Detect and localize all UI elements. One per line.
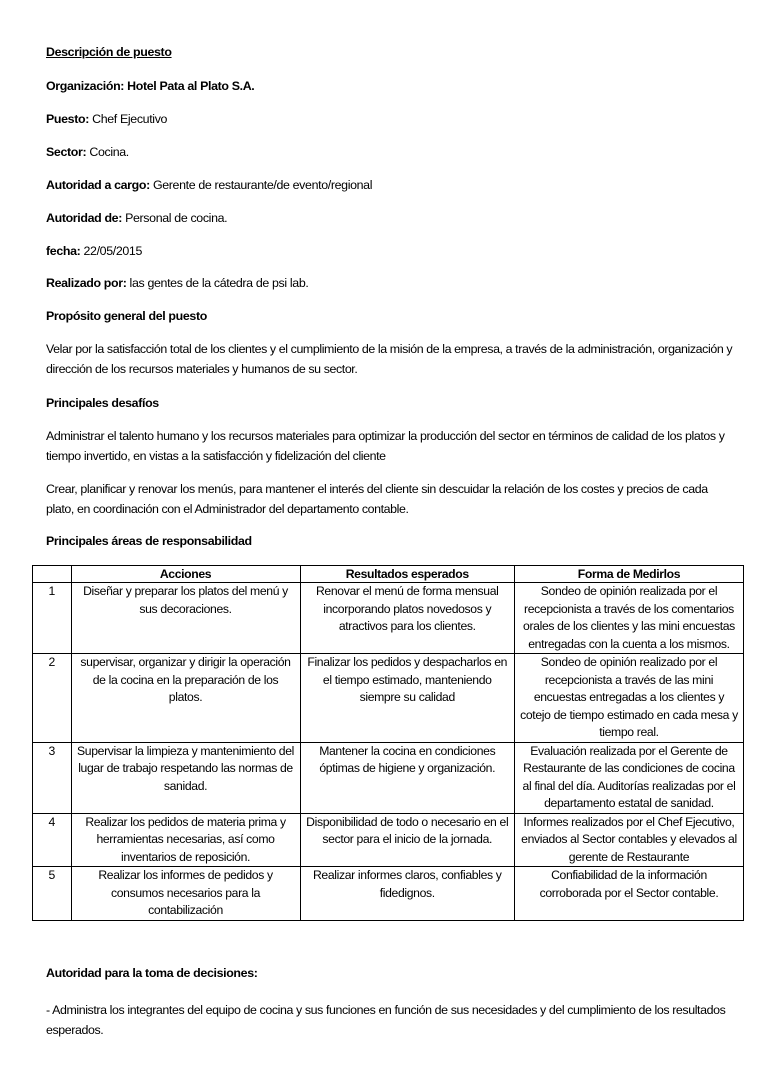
decisions-title: Autoridad para la toma de decisiones: (46, 966, 258, 980)
table-cell-accion: Realizar los pedidos de materia prima y herramientas necesarias, así como inventarios de reposición. (71, 813, 300, 867)
field-value: Gerente de restaurante/de evento/regional (149, 178, 373, 192)
table-header-acciones: Acciones (71, 566, 300, 583)
field-label: Puesto: (46, 112, 89, 126)
field-sector (46, 145, 129, 159)
table-cell-number: 5 (33, 867, 72, 921)
table-cell-resultado: Disponibilidad de todo o necesario en el sector para el inicio de la jornada. (300, 813, 514, 867)
field-value: Chef Ejecutivo (89, 112, 168, 126)
field-value: 22/05/2015 (80, 244, 143, 258)
table-row (33, 742, 744, 813)
table-cell-number: 3 (33, 742, 72, 813)
table-cell-number: 2 (33, 654, 72, 743)
table-row (33, 583, 744, 654)
field-value: Personal de cocina. (121, 211, 228, 225)
table-cell-forma: Confiabilidad de la información corroborada por el Sector contable. (514, 867, 743, 921)
document-heading: Descripción de puesto (46, 45, 172, 59)
challenge-text: Crear, planificar y renovar los menús, para mantener el interés del cliente sin descuidar la relación de los costes y precios de cada plato, en coordinación con el Administrador del departamento contable. (46, 482, 708, 516)
challenges-title: Principales desafíos (46, 396, 159, 410)
field-label: Autoridad de: (46, 211, 122, 225)
table-cell-forma: Sondeo de opinión realizada por el recepcionista a través de los comentarios orales de los clientes y las mini encuestas entregadas con la cuenta a los mismos. (514, 583, 743, 654)
field-value: las gentes de la cátedra de psi lab. (126, 276, 309, 290)
table-row (33, 813, 744, 867)
table-cell-accion: Diseñar y preparar los platos del menú y sus decoraciones. (71, 583, 300, 654)
purpose-title: Propósito general del puesto (46, 309, 207, 323)
table-header-resultados: Resultados esperados (300, 566, 514, 583)
table-row (33, 867, 744, 921)
table-cell-resultado: Renovar el menú de forma mensual incorporando platos novedosos y atractivos para los clientes. (300, 583, 514, 654)
challenge-text: Administrar el talento humano y los recursos materiales para optimizar la producción del sector en términos de calidad de los platos y tiempo invertido, en vistas a la satisfacción y fidelización del cliente (46, 429, 725, 463)
table-cell-accion: Supervisar la limpieza y mantenimiento del lugar de trabajo respetando las normas de sanidad. (71, 742, 300, 813)
table-cell-forma: Sondeo de opinión realizado por el recepcionista a través de las mini encuestas entregadas a los clientes y cotejo de tiempo estimado en cada mesa y tiempo real. (514, 654, 743, 743)
field-puesto (46, 112, 167, 126)
table-cell-number: 1 (33, 583, 72, 654)
field-label: fecha: (46, 244, 81, 258)
responsibilities-table (32, 565, 744, 921)
table-cell-resultado: Realizar informes claros, confiables y fidedignos. (300, 867, 514, 921)
field-fecha (46, 244, 142, 258)
field-label: Autoridad a cargo: (46, 178, 150, 192)
purpose-text: Velar por la satisfacción total de los clientes y el cumplimiento de la misión de la empresa, a través de la administración, organización y dirección de los recursos materiales y humanos de su sector. (46, 342, 733, 376)
table-cell-forma: Informes realizados por el Chef Ejecutivo, enviados al Sector contables y elevados al gerente de Restaurante (514, 813, 743, 867)
field-autoridad-de (46, 211, 227, 225)
decisions-text: - Administra los integrantes del equipo de cocina y sus funciones en función de sus necesidades y del cumplimiento de los resultados esperados. (46, 1003, 726, 1037)
table-cell-accion: supervisar, organizar y dirigir la operación de la cocina en la preparación de los platos. (71, 654, 300, 743)
field-label: Realizado por: (46, 276, 127, 290)
field-autoridad-a-cargo (46, 178, 372, 192)
field-realizado-por (46, 276, 308, 290)
areas-title: Principales áreas de responsabilidad (46, 534, 252, 548)
table-header-forma: Forma de Medirlos (514, 566, 743, 583)
table-header-row (33, 566, 744, 583)
table-row (33, 654, 744, 743)
field-organizacion (46, 79, 254, 93)
table-cell-resultado: Mantener la cocina en condiciones óptimas de higiene y organización. (300, 742, 514, 813)
field-label: Sector: (46, 145, 87, 159)
table-cell-resultado: Finalizar los pedidos y despacharlos en el tiempo estimado, manteniendo siempre su calidad (300, 654, 514, 743)
table-header-number (33, 566, 72, 583)
table-cell-forma: Evaluación realizada por el Gerente de Restaurante de las condiciones de cocina al final del día. Auditorías realizadas por el departamento estatal de sanidad. (514, 742, 743, 813)
field-label: Organización: Hotel Pata al Plato S.A. (46, 79, 255, 93)
table-cell-accion: Realizar los informes de pedidos y consumos necesarios para la contabilización (71, 867, 300, 921)
field-value: Cocina. (86, 145, 129, 159)
table-cell-number: 4 (33, 813, 72, 867)
